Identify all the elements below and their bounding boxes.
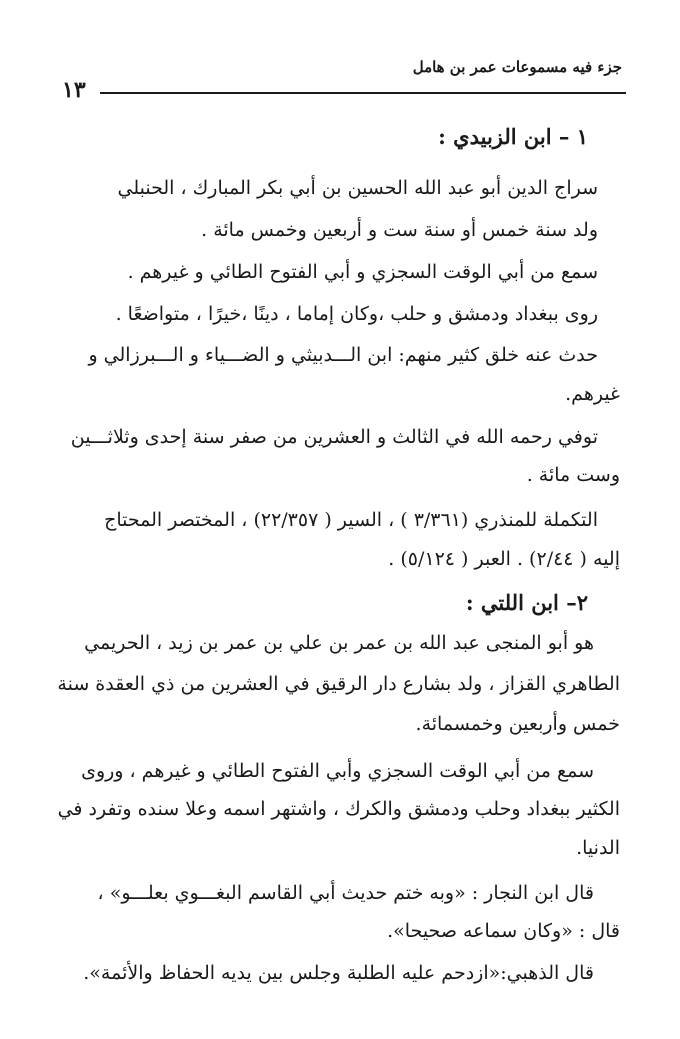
entry-2-quote-3: قال الذهبي:«ازدحم عليه الطلبة وجلس بين يديه الحفاظ والأئمة».	[83, 962, 594, 984]
entry-2-line-5: الكثير ببغداد وحلب ودمشق والكرك ، واشتهر اسمه وعلا سنده وتفرد في	[57, 798, 620, 820]
page-number: ١٣	[62, 77, 86, 103]
entry-1-ref-2: إليه ( ٢/٤٤) . العبر ( ٥/١٢٤) .	[388, 548, 620, 570]
entry-1-line-1: سراج الدين أبو عبد الله الحسين بن أبي بكر المبارك ، الحنبلي	[117, 177, 598, 199]
header-rule	[100, 92, 626, 94]
entry-2-line-2: الطاهري القزاز ، ولد بشارع دار الرقيق في العشرين من ذي العقدة سنة	[57, 673, 620, 695]
entry-1-heading: ١ – ابن الزبيدي :	[438, 124, 588, 149]
entry-1-line-6: غيرهم.	[565, 383, 620, 405]
entry-2-line-1: هو أبو المنجى عبد الله بن عمر بن علي بن عمر بن زيد ، الحريمي	[84, 632, 594, 654]
entry-2-line-4: سمع من أبي الوقت السجزي وأبي الفتوح الطائي و غيرهم ، وروى	[81, 760, 594, 782]
entry-1-ref-1: التكملة للمنذري (٣/٣٦١ ) ، السير ( ٢٢/٣٥٧) ، المختصر المحتاج	[104, 509, 598, 531]
entry-1-line-2: ولد سنة خمس أو سنة ست و أربعين وخمس مائة .	[201, 219, 598, 241]
entry-1-line-3: سمع من أبي الوقت السجزي و أبي الفتوح الطائي و غيرهم .	[127, 261, 598, 283]
entry-1-line-7: توفي رحمه الله في الثالث و العشرين من صفر سنة إحدى وثلاثـــين	[70, 426, 598, 448]
entry-2-quote-1: قال ابن النجار : «وبه ختم حديث أبي القاسم البغـــوي بعلـــو» ،	[97, 882, 594, 904]
entry-2-heading: ٢– ابن اللتي :	[465, 590, 588, 615]
entry-1-line-4: روى ببغداد ودمشق و حلب ،وكان إماما ، دينًا ،خيرًا ، متواضعًا .	[115, 303, 598, 325]
entry-1-line-5: حدث عنه خلق كثير منهم: ابن الـــدبيثي و الضـــياء و الـــبرزالي و	[88, 344, 598, 366]
running-header-title: جزء فيه مسموعات عمر بن هامل	[412, 58, 622, 76]
entry-1-line-8: وست مائة .	[526, 464, 620, 486]
entry-2-line-6: الدنيا.	[576, 837, 620, 859]
entry-2-quote-2: قال : «وكان سماعه صحيحا».	[387, 920, 620, 942]
entry-2-line-3: خمس وأربعين وخمسمائة.	[415, 713, 620, 735]
